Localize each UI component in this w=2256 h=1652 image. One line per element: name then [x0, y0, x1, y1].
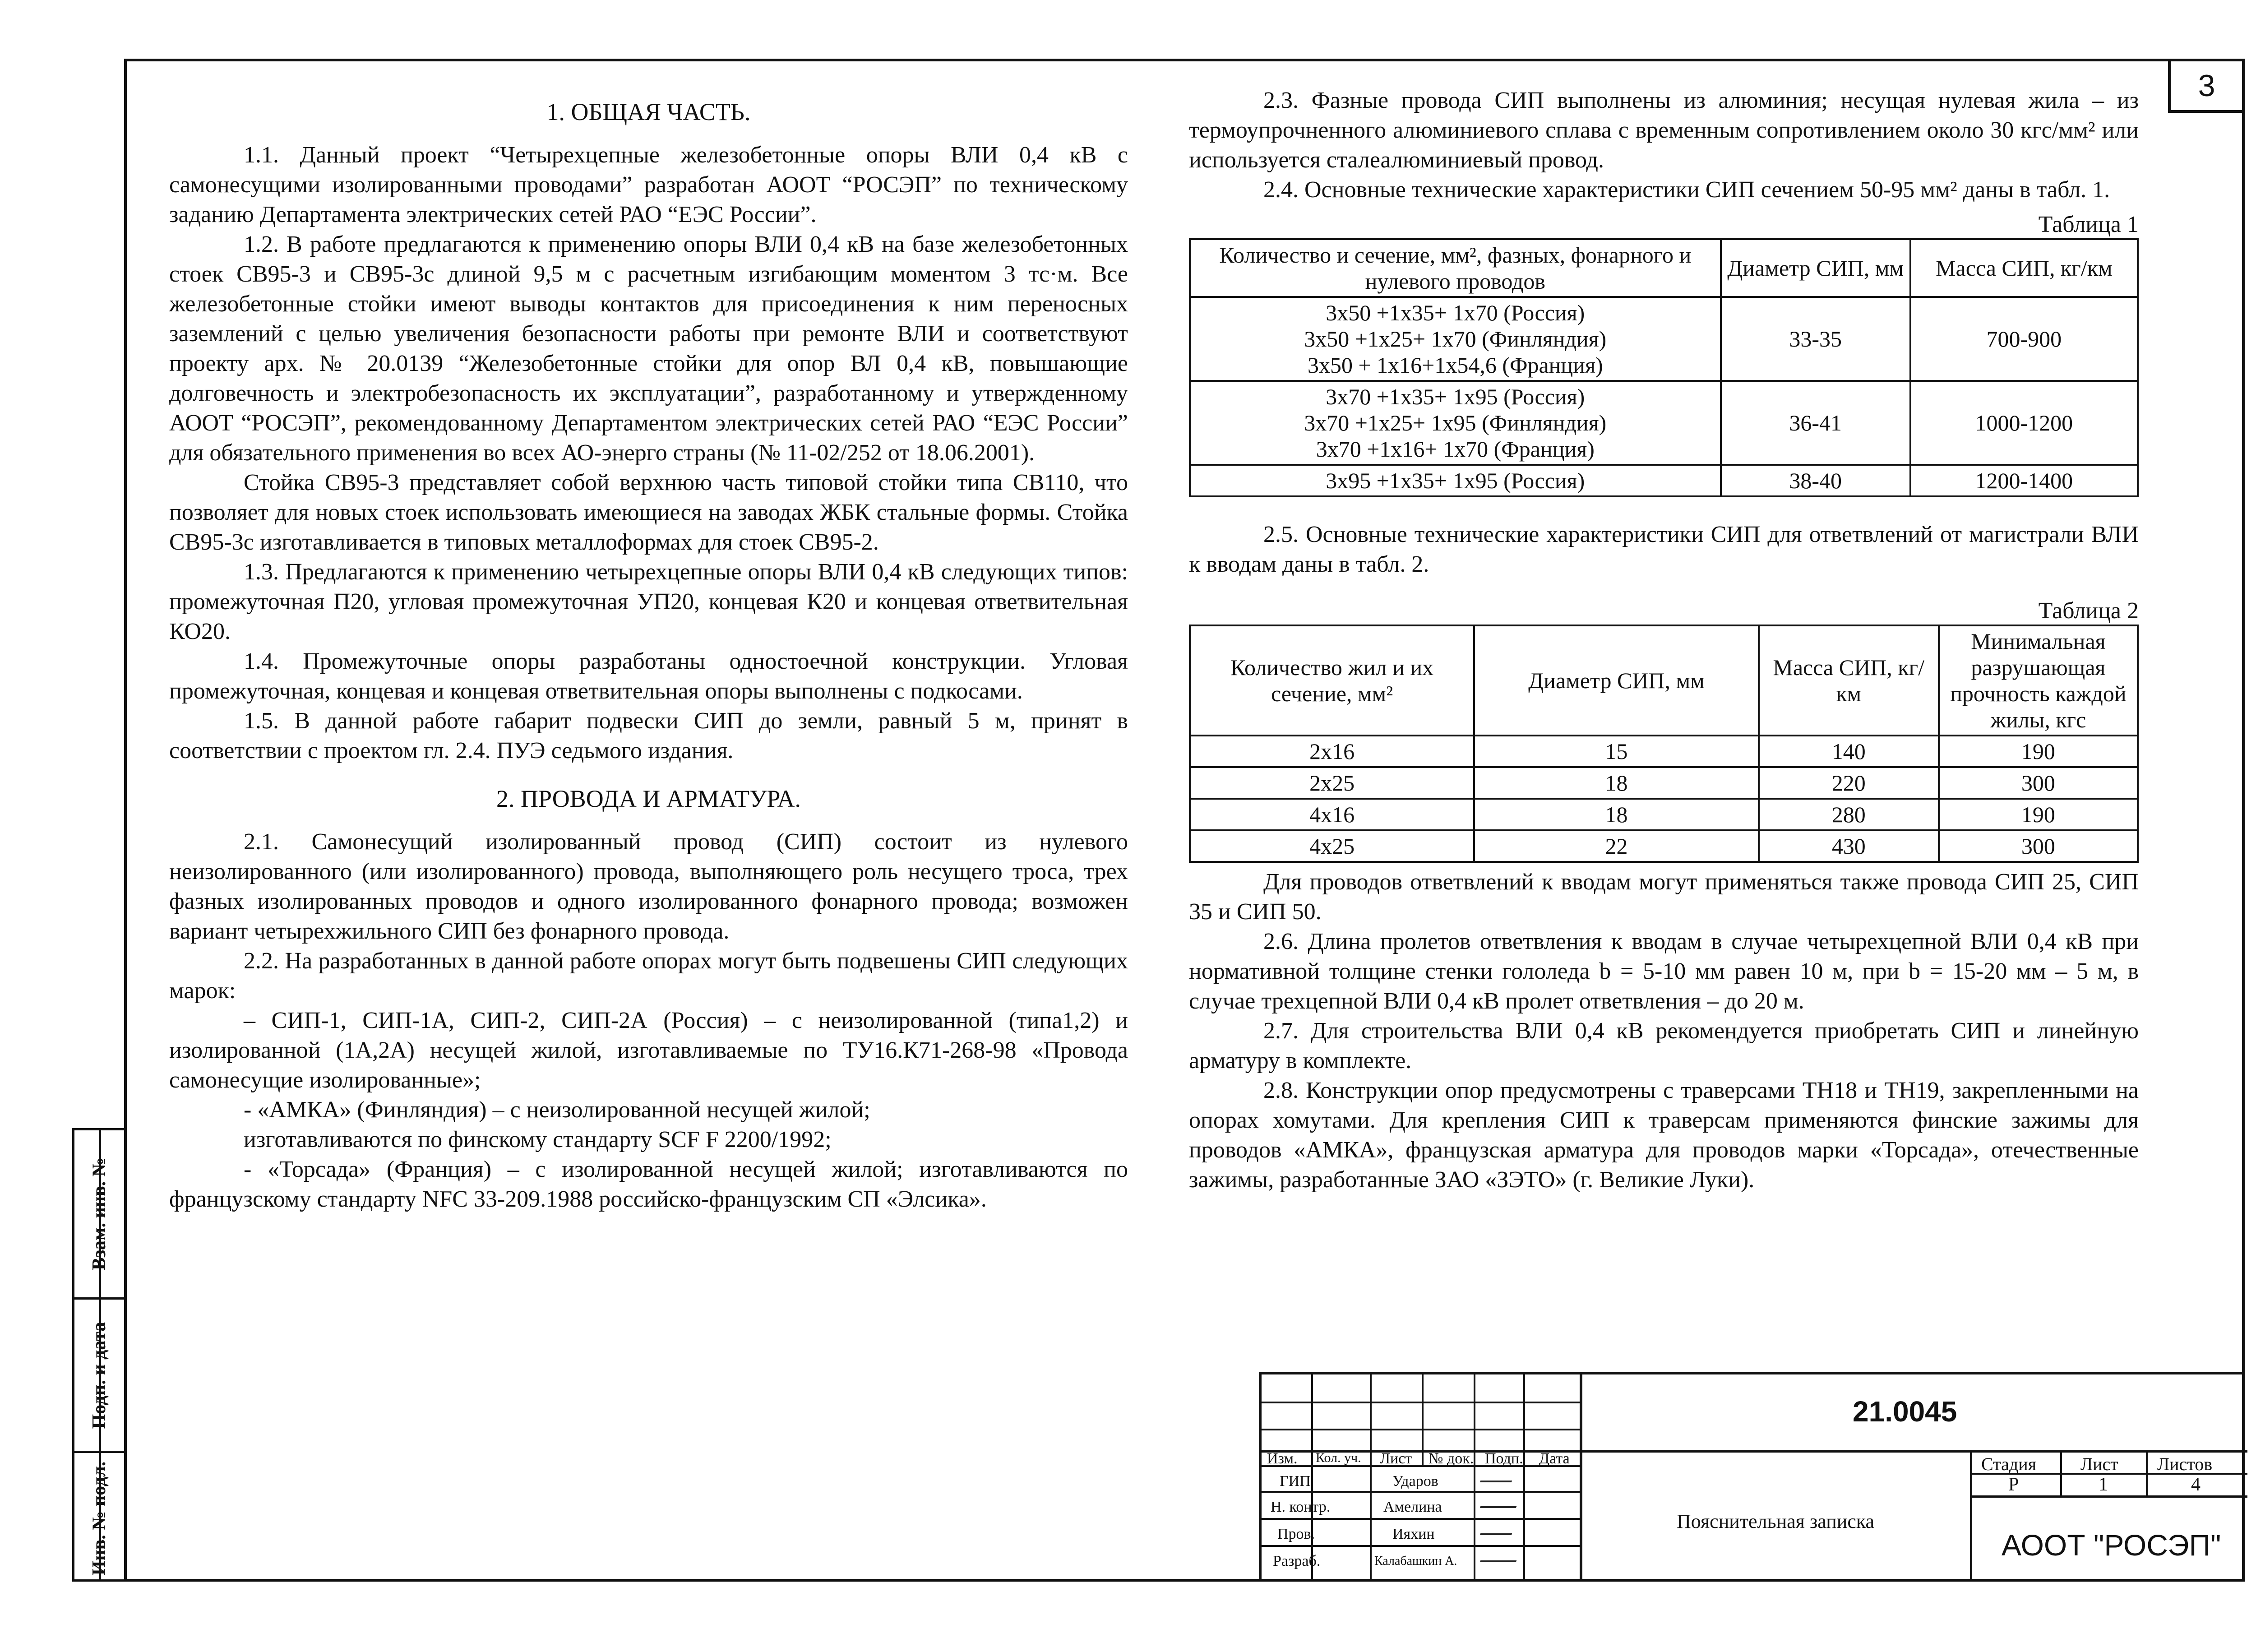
side-cell-replacement — [74, 1130, 124, 1300]
table-row — [1190, 799, 2138, 830]
table-row — [1190, 381, 2138, 465]
table-1-name-line: 3х50 +1х25+ 1х70 (Финляндия) — [1304, 326, 1607, 352]
table-2-header — [1190, 625, 2138, 736]
stamp-name: Калабашкин А. — [1374, 1554, 1457, 1568]
table-row — [1190, 830, 2138, 862]
table-2-head-cell: Масса СИП, кг/км — [1759, 625, 1939, 736]
signature-mark — [1480, 1493, 1521, 1508]
side-strip — [72, 1128, 124, 1582]
table-2-cell: 300 — [1939, 767, 2138, 799]
paragraph-2-1: 2.1. Самонесущий изолированный провод (СИП) состоит из нулевого неизолированного (или изолированного) провода, выполняющего роль несущего троса, трех фазных изолированных проводов и одного изолированного фонарного провода; возможен вариант четырехжильного СИП без фонарного провода. — [169, 829, 1128, 944]
table-1-name-line: 3х70 +1х35+ 1х95 (Россия) — [1326, 384, 1585, 409]
paragraph-2-8: 2.8. Конструкции опор предусмотрены с траверсами ТН18 и ТН19, закрепленными на опорах хомутами. Для крепления СИП к траверсам применяются финские зажимы для проводов «АМКА», французская арматура для проводов марки «Торсада», отечественные зажимы, разработанные ЗАО «ЗЭТО» (г. Великие Луки). — [1189, 1078, 2139, 1193]
stamp-col-header: Изм. — [1267, 1450, 1298, 1467]
table-2-cell: 190 — [1939, 736, 2138, 767]
table-2-cell: 280 — [1759, 799, 1939, 830]
stamp-grid-line — [1970, 1453, 1972, 1582]
stage-label: Стадия — [1981, 1454, 2037, 1474]
table-1-cell-diameter: 33-35 — [1721, 297, 1910, 381]
document-title: Пояснительная записка — [1677, 1510, 1875, 1532]
table-2-cell: 18 — [1474, 767, 1758, 799]
table-1-caption: Таблица 1 — [2038, 212, 2139, 237]
table-row — [1190, 465, 2138, 496]
paragraph-1-2: 1.2. В работе предлагаются к применению опоры ВЛИ 0,4 кВ на базе железобетонных стоек СВ95-3 и СВ95-3с длиной 9,5 м с расчетным изгибающим моментом 3 тс·м. Все железобетонные стойки имеют выводы контактов для присоединения к ним переносных заземлений с целью увеличения безопасности работы при ремонте ВЛИ и соответствуют проекту арх. № 20.0139 “Железобетонные стойки для опор ВЛ 0,4 кВ, повышающие долговечность и электробезопасность их эксплуатации”, разработанному и утвержденному АООТ “РОСЭП”, рекомендованному Департаментом электрических сетей РАО “ЕЭС России” для обязательного применения во всех АО-энерго страны (№ 11-02/252 от 18.06.2001). — [169, 231, 1128, 466]
stamp-role: Н. контр. — [1271, 1499, 1331, 1515]
table-1-cell-mass: 1200-1400 — [1910, 465, 2138, 496]
stamp-grid-line — [2146, 1453, 2148, 1498]
stamp-grid-line — [1262, 1518, 1580, 1520]
signature-mark — [1480, 1467, 1517, 1482]
table-1-name-line: 3х50 +1х35+ 1х70 (Россия) — [1326, 300, 1585, 325]
table-2 — [1189, 625, 2139, 863]
stamp-grid-line — [1474, 1374, 1475, 1582]
table-1-cell-mass: 700-900 — [1910, 297, 2138, 381]
side-cell-signature — [74, 1300, 124, 1453]
side-label-signature: Подп. и дата — [89, 1322, 110, 1429]
left-column — [169, 93, 1128, 1214]
stamp-col-header: № док. — [1428, 1450, 1474, 1467]
stamp-col-header: Кол. уч. — [1316, 1450, 1361, 1465]
table-2-cell: 220 — [1759, 767, 1939, 799]
paragraph-1-5: 1.5. В данной работе габарит подвески СИП до земли, равный 5 м, принят в соответствии с проектом гл. 2.4. ПУЭ седьмого издания. — [169, 708, 1128, 764]
table-1 — [1189, 238, 2139, 497]
sheet-number: 3 — [2168, 61, 2242, 113]
paragraph-2-3: 2.3. Фазные провода СИП выполнены из алюминия; несущая нулевая жила – из термоупрочненного алюминиевого сплава с временным сопротивлением около 30 кгс/мм² или используется сталеалюминиевый провод. — [1189, 88, 2139, 173]
paragraph-2-2c: - «Торсада» (Франция) – с изолированной несущей жилой; изготавливаются по французскому стандарту NFC 33-209.1988 российско-французским СП «Элсика». — [169, 1157, 1128, 1212]
sheet-value: 1 — [2099, 1474, 2108, 1495]
sheets-value: 4 — [2191, 1474, 2201, 1495]
table-1-head-cell: Количество и сечение, мм², фазных, фонарного и нулевого проводов — [1190, 239, 1721, 297]
stage-value: Р — [2008, 1474, 2019, 1495]
table-2-cell: 190 — [1939, 799, 2138, 830]
paragraph-2-2b: - «АМКА» (Финляндия) – с неизолированной несущей жилой; — [244, 1097, 870, 1123]
signature-mark — [1480, 1547, 1521, 1562]
stamp-col-header: Подп. — [1485, 1450, 1523, 1467]
table-1-name-line: 3х70 +1х25+ 1х95 (Финляндия) — [1304, 410, 1607, 435]
section-1-heading: 1. ОБЩАЯ ЧАСТЬ. — [546, 98, 751, 125]
paragraph-1-1: 1.1. Данный проект “Четырехцепные железобетонные опоры ВЛИ 0,4 кВ с самонесущими изолированными проводами” разработан АООТ “РОСЭП” по техническому заданию Департамента электрических сетей РАО “ЕЭС России”. — [169, 142, 1128, 227]
stamp-grid-line — [1262, 1429, 1580, 1430]
table-2-cell: 140 — [1759, 736, 1939, 767]
side-label-inventory: Инв. № подл. — [89, 1461, 110, 1576]
stamp-grid-line — [1311, 1374, 1313, 1582]
table-2-cell: 430 — [1759, 830, 1939, 862]
stamp-grid-line — [1262, 1402, 1580, 1403]
stamp-grid-line — [1970, 1495, 2247, 1498]
table-2-head-cell: Диаметр СИП, мм — [1474, 625, 1758, 736]
stamp-grid-line — [1262, 1545, 1580, 1547]
table-1-cell-diameter: 38-40 — [1721, 465, 1910, 496]
paragraph-1-2b: Стойка СВ95-3 представляет собой верхнюю часть типовой стойки типа СВ110, что позволяет для новых стоек использовать имеющиеся на заводах ЖБК стальные формы. Стойка СВ95-3с изготавливается в типовых металлоформах для стоек СВ95-2. — [169, 470, 1128, 555]
table-row — [1190, 736, 2138, 767]
table-1-cell-diameter: 36-41 — [1721, 381, 1910, 465]
document-code: 21.0045 — [1853, 1395, 1957, 1428]
signature-mark — [1480, 1520, 1517, 1535]
table-2-cell: 22 — [1474, 830, 1758, 862]
table-2-cell: 300 — [1939, 830, 2138, 862]
stamp-role: Разраб. — [1273, 1553, 1321, 1569]
table-2-head-cell: Количество жил и их сечение, мм² — [1190, 625, 1474, 736]
paragraph-2-6: 2.6. Длина пролетов ответвления к вводам в случае четырехцепной ВЛИ 0,4 кВ при нормативной толщине стенки гололеда b = 5-10 мм равен 10 м, при b = 15-20 мм – 5 м, в случае трехцепной ВЛИ 0,4 кВ пролет ответвления – до 20 м. — [1189, 929, 2139, 1014]
paragraph-2-2a: – СИП-1, СИП-1А, СИП-2, СИП-2А (Россия) – с неизолированной (типа1,2) и изолированной (1А,2А) несущей жилой, изготавливаемые по ТУ16.К71-268-98 «Провода самонесущие изолированные»; — [169, 1008, 1128, 1093]
table-1-name-line: 3х95 +1х35+ 1х95 (Россия) — [1326, 468, 1585, 493]
side-cell-inventory — [74, 1453, 124, 1584]
stamp-name: Амелина — [1383, 1499, 1442, 1515]
table-2-cell: 15 — [1474, 736, 1758, 767]
table-1-head-cell: Диаметр СИП, мм — [1721, 239, 1910, 297]
stamp-role: Пров. — [1277, 1526, 1315, 1542]
paragraph-2-5b: Для проводов ответвлений к вводам могут применяться также провода СИП 25, СИП 35 и СИП 50. — [1189, 869, 2139, 925]
table-1-head-cell: Масса СИП, кг/км — [1910, 239, 2138, 297]
table-2-cell: 4х16 — [1190, 799, 1474, 830]
section-2-heading: 2. ПРОВОДА И АРМАТУРА. — [496, 785, 801, 812]
stamp-grid-line — [1580, 1374, 1582, 1582]
table-2-cell: 4х25 — [1190, 830, 1474, 862]
table-row — [1190, 767, 2138, 799]
stamp-name: Ияхин — [1392, 1526, 1435, 1542]
table-1-cell-names — [1190, 297, 1721, 381]
stamp-grid-line — [1523, 1374, 1525, 1582]
paragraph-1-3: 1.3. Предлагаются к применению четырехцепные опоры ВЛИ 0,4 кВ следующих типов: промежуточная П20, угловая промежуточная УП20, концевая К20 и концевая ответвительная КО20. — [169, 559, 1128, 644]
paragraph-2-5: 2.5. Основные технические характеристики СИП для ответвлений от магистрали ВЛИ к вводам даны в табл. 2. — [1189, 522, 2139, 577]
sheet-label: Лист — [2080, 1454, 2118, 1474]
organization-name: АООТ "РОСЭП" — [2002, 1528, 2221, 1562]
title-block — [1259, 1372, 2245, 1582]
table-1-cell-names — [1190, 465, 1721, 496]
table-2-cell: 2х25 — [1190, 767, 1474, 799]
stamp-grid-line — [2060, 1453, 2062, 1498]
paragraph-2-7: 2.7. Для строительства ВЛИ 0,4 кВ рекомендуется приобретать СИП и линейную арматуру в комплекте. — [1189, 1018, 2139, 1074]
stamp-grid-line — [1262, 1465, 1580, 1467]
stamp-col-header: Лист — [1380, 1450, 1412, 1467]
table-2-cell: 18 — [1474, 799, 1758, 830]
stamp-grid-line — [1370, 1374, 1372, 1582]
table-1-cell-names — [1190, 381, 1721, 465]
sheets-label: Листов — [2157, 1454, 2213, 1474]
table-1-header — [1190, 239, 2138, 297]
table-2-cell: 2х16 — [1190, 736, 1474, 767]
right-column — [1189, 86, 2139, 1195]
stamp-col-header: Дата — [1539, 1450, 1570, 1467]
table-1-cell-mass: 1000-1200 — [1910, 381, 2138, 465]
paragraph-1-4: 1.4. Промежуточные опоры разработаны одностоечной конструкции. Угловая промежуточная, концевая и концевая ответвительная опоры выполнены с подкосами. — [169, 648, 1128, 704]
stamp-role: ГИП — [1280, 1473, 1311, 1490]
table-2-head-cell: Минимальная разрушающая прочность каждой жилы, кгс — [1939, 625, 2138, 736]
table-row — [1190, 297, 2138, 381]
stamp-grid-line — [1262, 1491, 1580, 1493]
paragraph-2-4: 2.4. Основные технические характеристики СИП сечением 50-95 мм² даны в табл. 1. — [1263, 177, 2110, 203]
table-1-name-line: 3х70 +1х16+ 1х70 (Франция) — [1316, 436, 1595, 462]
paragraph-2-2b2: изготавливаются по финскому стандарту SCF F 2200/1992; — [244, 1127, 832, 1152]
table-2-caption: Таблица 2 — [2038, 598, 2139, 624]
side-label-replacement: Взам. инв. № — [89, 1157, 110, 1270]
table-1-name-line: 3х50 + 1х16+1х54,6 (Франция) — [1307, 352, 1603, 378]
paragraph-2-2: 2.2. На разработанных в данной работе опорах могут быть подвешены СИП следующих марок: — [169, 948, 1128, 1004]
stamp-name: Ударов — [1392, 1473, 1438, 1490]
